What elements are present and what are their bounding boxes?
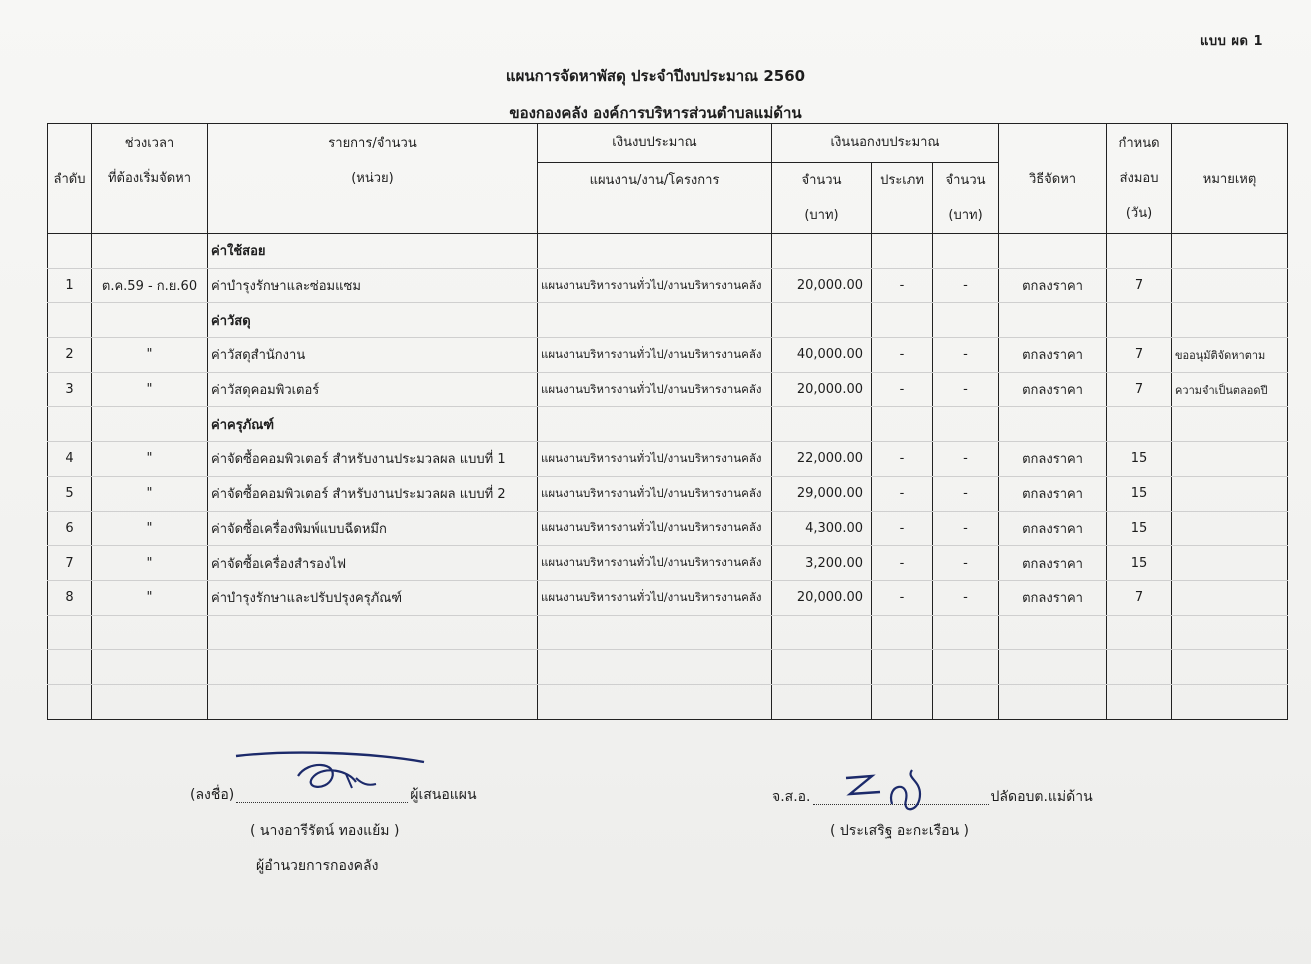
cell-ob-amount [933, 234, 999, 269]
proposer-position: ผู้อำนวยการกองคลัง [256, 858, 379, 874]
cell-days: 7 [1107, 372, 1172, 407]
cell-plan: แผนงานบริหารงานทั่วไป/งานบริหารงานคลัง [538, 338, 772, 373]
cell-remark [1172, 303, 1288, 338]
cell-period [92, 234, 208, 269]
cell-type [872, 650, 933, 685]
cell-no: 8 [48, 580, 92, 615]
table-row [48, 476, 1288, 511]
cell-ob-amount: - [933, 338, 999, 373]
cell-days: 15 [1107, 442, 1172, 477]
cell-type: - [872, 476, 933, 511]
cell-no [48, 234, 92, 269]
approver-role: ปลัดอบต.แม่ด้าน [990, 789, 1093, 805]
cell-no: 4 [48, 442, 92, 477]
cell-period [92, 303, 208, 338]
cell-item: ค่าจัดซื้อเครื่องพิมพ์แบบฉีดหมึก [208, 511, 538, 546]
cell-type: - [872, 580, 933, 615]
cell-no: 2 [48, 338, 92, 373]
cell-type: - [872, 268, 933, 303]
cell-period [92, 407, 208, 442]
header-method: วิธีจัดหา [999, 124, 1107, 234]
cell-no: 6 [48, 511, 92, 546]
table-row [48, 580, 1288, 615]
cell-type [872, 615, 933, 650]
cell-item: ค่าวัสดุสำนักงาน [208, 338, 538, 373]
document-subtitle: ของกองคลัง องค์การบริหารส่วนตำบลแม่ด้าน [509, 104, 802, 122]
blank-row [48, 650, 1288, 685]
cell-amount: 20,000.00 [772, 580, 872, 615]
cell-no: 3 [48, 372, 92, 407]
proposer-role: ผู้เสนอแผน [410, 787, 477, 803]
cell-item: ค่าใช้สอย [208, 234, 538, 269]
cell-method: ตกลงราคา [999, 372, 1107, 407]
cell-period: " [92, 580, 208, 615]
cell-amount: 4,300.00 [772, 511, 872, 546]
header-no: ลำดับ [48, 124, 92, 234]
cell-period: " [92, 476, 208, 511]
cell-ob-amount [933, 650, 999, 685]
section-row [48, 234, 1288, 269]
cell-remark [1172, 650, 1288, 685]
cell-method: ตกลงราคา [999, 546, 1107, 581]
header-budget: เงินงบประมาณ [538, 124, 772, 163]
cell-no: 1 [48, 268, 92, 303]
cell-plan [538, 684, 772, 719]
cell-period: ต.ค.59 - ก.ย.60 [92, 268, 208, 303]
cell-ob-amount: - [933, 476, 999, 511]
cell-remark [1172, 511, 1288, 546]
cell-remark [1172, 615, 1288, 650]
cell-type [872, 684, 933, 719]
header-offbudget: เงินนอกงบประมาณ [772, 124, 999, 163]
table-row [48, 442, 1288, 477]
cell-method [999, 684, 1107, 719]
cell-item: ค่าจัดซื้อเครื่องสำรองไฟ [208, 546, 538, 581]
document-title: แผนการจัดหาพัสดุ ประจำปีงบประมาณ 2560 [505, 67, 806, 85]
approver-prefix: จ.ส.อ. [772, 789, 811, 805]
cell-item: ค่าวัสดุ [208, 303, 538, 338]
cell-period: " [92, 338, 208, 373]
cell-ob-amount [933, 407, 999, 442]
cell-method: ตกลงราคา [999, 580, 1107, 615]
cell-plan: แผนงานบริหารงานทั่วไป/งานบริหารงานคลัง [538, 268, 772, 303]
cell-plan: แผนงานบริหารงานทั่วไป/งานบริหารงานคลัง [538, 580, 772, 615]
cell-no: 5 [48, 476, 92, 511]
cell-type: - [872, 546, 933, 581]
table-row [48, 546, 1288, 581]
cell-remark [1172, 546, 1288, 581]
cell-period: " [92, 372, 208, 407]
cell-amount: 29,000.00 [772, 476, 872, 511]
signature-prefix: (ลงชื่อ) [190, 787, 235, 803]
cell-method: ตกลงราคา [999, 338, 1107, 373]
cell-ob-amount [933, 615, 999, 650]
cell-plan: แผนงานบริหารงานทั่วไป/งานบริหารงานคลัง [538, 372, 772, 407]
cell-days: 7 [1107, 338, 1172, 373]
cell-remark [1172, 268, 1288, 303]
proposer-signature-image [228, 748, 428, 808]
cell-no [48, 407, 92, 442]
cell-item: ค่าบำรุงรักษาและซ่อมแซม [208, 268, 538, 303]
cell-days [1107, 234, 1172, 269]
header-type: ประเภท [872, 163, 933, 234]
blank-row [48, 684, 1288, 719]
cell-item: ค่าจัดซื้อคอมพิวเตอร์ สำหรับงานประมวลผล แบบที่ 1 [208, 442, 538, 477]
cell-ob-amount: - [933, 268, 999, 303]
table-row [48, 338, 1288, 373]
cell-plan: แผนงานบริหารงานทั่วไป/งานบริหารงานคลัง [538, 511, 772, 546]
cell-method: ตกลงราคา [999, 511, 1107, 546]
header-ob-amount: จำนวน (บาท) [933, 163, 999, 234]
procurement-plan-table [47, 123, 1288, 720]
cell-days [1107, 615, 1172, 650]
cell-method [999, 234, 1107, 269]
cell-days [1107, 303, 1172, 338]
header-item: รายการ/จำนวน (หน่วย) [208, 124, 538, 234]
cell-amount [772, 684, 872, 719]
cell-item: ค่าบำรุงรักษาและปรับปรุงครุภัณฑ์ [208, 580, 538, 615]
cell-no [48, 615, 92, 650]
blank-row [48, 615, 1288, 650]
cell-type: - [872, 372, 933, 407]
cell-remark [1172, 442, 1288, 477]
cell-method: ตกลงราคา [999, 476, 1107, 511]
cell-days: 15 [1107, 511, 1172, 546]
cell-amount [772, 615, 872, 650]
cell-amount: 40,000.00 [772, 338, 872, 373]
header-period: ช่วงเวลา ที่ต้องเริ่มจัดหา [92, 124, 208, 234]
cell-ob-amount [933, 303, 999, 338]
cell-item: ค่าครุภัณฑ์ [208, 407, 538, 442]
cell-plan: แผนงานบริหารงานทั่วไป/งานบริหารงานคลัง [538, 442, 772, 477]
cell-period [92, 650, 208, 685]
cell-type [872, 303, 933, 338]
cell-plan [538, 407, 772, 442]
header-delivery: กำหนด ส่งมอบ (วัน) [1107, 124, 1172, 234]
cell-days: 7 [1107, 580, 1172, 615]
cell-ob-amount: - [933, 511, 999, 546]
header-plan: แผนงาน/งาน/โครงการ [538, 163, 772, 234]
cell-ob-amount [933, 684, 999, 719]
cell-item [208, 615, 538, 650]
table-header [48, 124, 1288, 234]
cell-plan: แผนงานบริหารงานทั่วไป/งานบริหารงานคลัง [538, 476, 772, 511]
cell-type [872, 234, 933, 269]
cell-days [1107, 650, 1172, 685]
cell-plan [538, 303, 772, 338]
cell-type: - [872, 511, 933, 546]
header-amount: จำนวน (บาท) [772, 163, 872, 234]
cell-no [48, 650, 92, 685]
cell-method [999, 407, 1107, 442]
cell-days: 7 [1107, 268, 1172, 303]
form-code: แบบ ผด 1 [1199, 34, 1263, 49]
cell-days: 15 [1107, 546, 1172, 581]
cell-no [48, 684, 92, 719]
cell-period [92, 615, 208, 650]
cell-plan [538, 615, 772, 650]
cell-remark [1172, 580, 1288, 615]
header-remark: หมายเหตุ [1172, 124, 1288, 234]
cell-period: " [92, 511, 208, 546]
cell-days: 15 [1107, 476, 1172, 511]
section-row [48, 303, 1288, 338]
cell-amount: 20,000.00 [772, 372, 872, 407]
cell-item: ค่าวัสดุคอมพิวเตอร์ [208, 372, 538, 407]
cell-remark [1172, 407, 1288, 442]
cell-period [92, 684, 208, 719]
cell-amount [772, 650, 872, 685]
cell-period: " [92, 546, 208, 581]
cell-item [208, 684, 538, 719]
cell-remark: ความจำเป็นตลอดปี [1172, 372, 1288, 407]
approver-name: ( ประเสริฐ อะกะเรือน ) [830, 823, 969, 839]
cell-type [872, 407, 933, 442]
cell-amount: 22,000.00 [772, 442, 872, 477]
cell-amount: 3,200.00 [772, 546, 872, 581]
cell-remark [1172, 234, 1288, 269]
cell-no: 7 [48, 546, 92, 581]
cell-method [999, 615, 1107, 650]
cell-no [48, 303, 92, 338]
cell-ob-amount: - [933, 442, 999, 477]
cell-plan: แผนงานบริหารงานทั่วไป/งานบริหารงานคลัง [538, 546, 772, 581]
cell-type: - [872, 442, 933, 477]
table-row [48, 372, 1288, 407]
cell-amount [772, 407, 872, 442]
approver-signature-image [836, 764, 956, 824]
cell-method: ตกลงราคา [999, 268, 1107, 303]
cell-remark: ขออนุมัติจัดหาตาม [1172, 338, 1288, 373]
table-row [48, 268, 1288, 303]
cell-type: - [872, 338, 933, 373]
cell-ob-amount: - [933, 546, 999, 581]
cell-plan [538, 650, 772, 685]
cell-period: " [92, 442, 208, 477]
section-row [48, 407, 1288, 442]
cell-item: ค่าจัดซื้อคอมพิวเตอร์ สำหรับงานประมวลผล แบบที่ 2 [208, 476, 538, 511]
table-row [48, 511, 1288, 546]
cell-days [1107, 407, 1172, 442]
table-body [48, 234, 1288, 720]
cell-method [999, 650, 1107, 685]
cell-ob-amount: - [933, 372, 999, 407]
cell-remark [1172, 684, 1288, 719]
cell-plan [538, 234, 772, 269]
cell-item [208, 650, 538, 685]
cell-amount [772, 303, 872, 338]
cell-method: ตกลงราคา [999, 442, 1107, 477]
cell-amount: 20,000.00 [772, 268, 872, 303]
cell-ob-amount: - [933, 580, 999, 615]
cell-method [999, 303, 1107, 338]
proposer-name: ( นางอารีรัตน์ ทองแย้ม ) [250, 823, 400, 839]
cell-remark [1172, 476, 1288, 511]
cell-days [1107, 684, 1172, 719]
cell-amount [772, 234, 872, 269]
